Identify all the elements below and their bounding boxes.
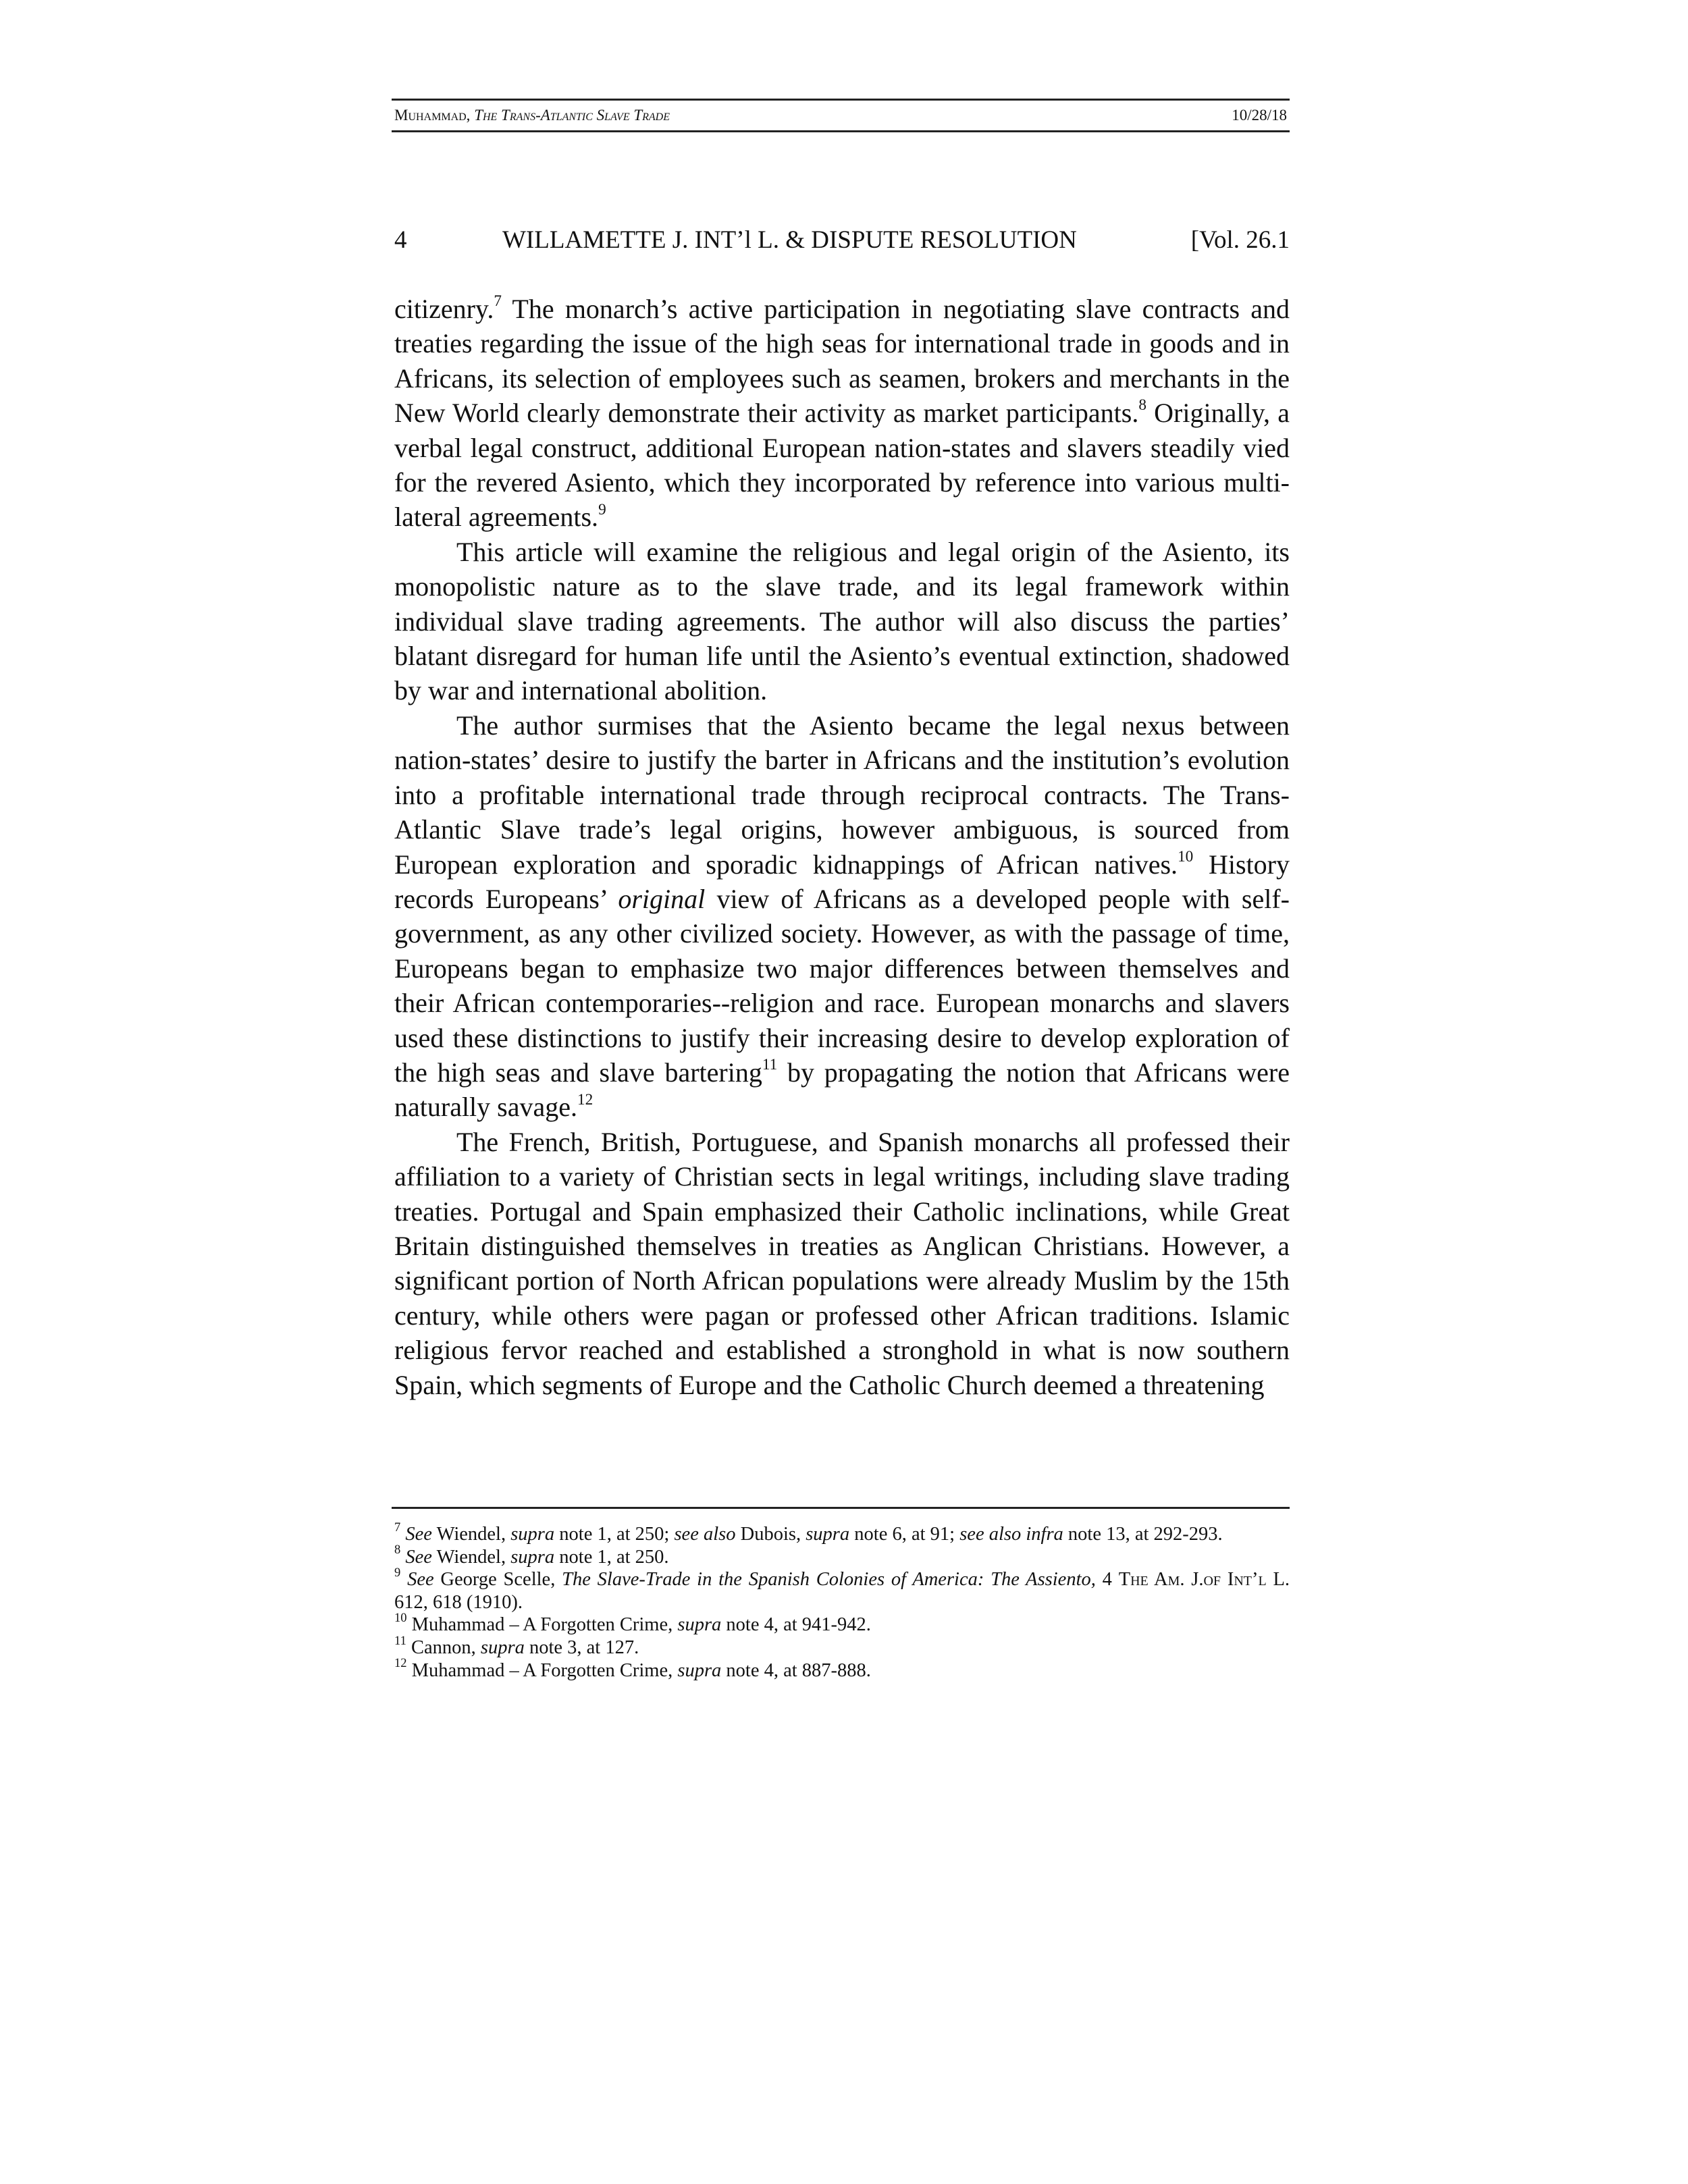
footnote-ref-9: 9: [598, 500, 606, 518]
text-run: Originally, a verbal legal construct, additional European nation-states and slavers steadily vied for the revered Asiento, which they incorporated by reference into various multi-lateral agreements.: [394, 398, 1290, 533]
emphasis-original: original: [618, 883, 706, 914]
text-run: note 4, at 887-888.: [721, 1659, 871, 1681]
text-run: Muhammad – A Forgotten Crime,: [406, 1614, 678, 1636]
running-head-title: [394, 107, 670, 124]
signal-see-also-infra: see also infra: [959, 1524, 1063, 1545]
text-run: note 1, at 250.: [554, 1546, 669, 1568]
footnote-9: [394, 1565, 1290, 1614]
footnote-ref-10: 10: [1178, 847, 1194, 865]
supra: supra: [677, 1614, 722, 1636]
text-run: Dubois,: [735, 1524, 806, 1545]
footnote-number: 8: [394, 1543, 401, 1557]
signal-see: See: [405, 1524, 432, 1545]
cited-journal: The Am. J.of Int’l L.: [1118, 1569, 1290, 1591]
footnote-11: [394, 1633, 1290, 1659]
text-run: view of Africans as a developed people with self-government, as any other civilized society. However, as with the passage of time, Europeans began to emphasize two major differences between themselves and their African contemporaries--religion and race. European monarchs and slavers used these distinctions to justify their increasing desire to develop exploration of the high seas and slave bartering: [394, 883, 1290, 1088]
text-run: The monarch’s active participation in negotiating slave contracts and treaties regarding the issue of the high seas for international trade in goods and in Africans, its selection of employees such as seamen, brokers and merchants in the New World clearly demonstrate their activity as market participants.: [394, 294, 1290, 429]
supra: supra: [510, 1546, 555, 1568]
text-run: note 13, at 292-293.: [1063, 1524, 1223, 1545]
footnote-number: 11: [394, 1633, 406, 1648]
footnote-number: 7: [394, 1520, 401, 1535]
text-run: History records Europeans’: [394, 849, 1290, 914]
journal-header: [394, 225, 1290, 259]
running-head: [392, 99, 1290, 132]
text-run: note 1, at 250;: [554, 1524, 675, 1545]
text-run: note 4, at 941-942.: [721, 1614, 871, 1636]
journal-title: WILLAMETTE J. INT’l L. & DISPUTE RESOLUTION: [502, 226, 1077, 254]
footnote-number: 10: [394, 1611, 407, 1626]
body-text: [394, 292, 1290, 1402]
text-run: Cannon,: [406, 1636, 481, 1658]
footnote-divider: [392, 1507, 1290, 1509]
footnote-ref-7: 7: [494, 292, 502, 311]
footnote-12: [394, 1656, 1290, 1682]
cited-article-title: The Slave-Trade in the Spanish Colonies of America: The Assiento,: [562, 1569, 1096, 1591]
text-run: Wiendel,: [431, 1524, 511, 1545]
text-run: The author surmises that the Asiento became the legal nexus between nation-states’ desire to justify the barter in Africans and the institution’s evolution into a profitable international trade through reciprocal contracts. The Trans-Atlantic Slave trade’s legal origins, however ambiguous, is sourced from European exploration and sporadic kidnappings of African natives.: [394, 710, 1290, 880]
text-run: Wiendel,: [431, 1546, 511, 1568]
footnote-number: 12: [394, 1656, 407, 1671]
footnote-7: [394, 1520, 1290, 1546]
text-run: George Scelle,: [433, 1569, 562, 1591]
footnote-ref-11: 11: [762, 1056, 778, 1074]
signal-see-also: see also: [674, 1524, 736, 1545]
paragraph-2: This article will examine the religious and legal origin of the Asiento, its monopolistic nature as to the slave trade, and its legal framework within individual slave trading agreements. The author will also discuss the parties’ blatant disregard for human life until the Asiento’s eventual extinction, shadowed by war and international abolition.: [394, 536, 1290, 706]
footnote-number: 9: [394, 1565, 401, 1580]
text-run: note 3, at 127.: [524, 1636, 639, 1658]
footnote-10: [394, 1611, 1290, 1636]
paragraph-4: The French, British, Portuguese, and Spanish monarchs all professed their affiliation to a variety of Christian sects in legal writings, including slave trading treaties. Portugal and Spain emphasized their Catholic inclinations, while Great Britain distinguished themselves in treaties as Anglican Christians. However, a significant portion of North African populations were already Muslim by the 15th century, while others were pagan or professed other African traditions. Islamic religious fervor reached and established a stronghold in what is now southern Spain, which segments of Europe and the Catholic Church deemed a threatening: [394, 1126, 1290, 1400]
signal-see: See: [405, 1546, 432, 1568]
signal-see: See: [407, 1569, 434, 1591]
page-number: 4: [394, 226, 407, 254]
volume-label: [Vol. 26.1: [1190, 226, 1290, 254]
text-run: 612, 618 (1910).: [394, 1591, 523, 1613]
supra: supra: [480, 1636, 525, 1658]
running-head-date: 10/28/18: [1232, 107, 1287, 124]
text-run: by propagating the notion that Africans were naturally savage.: [394, 1057, 1290, 1123]
text-run: note 6, at 91;: [849, 1524, 960, 1545]
text-run: 4: [1095, 1569, 1119, 1591]
footnote-8: [394, 1543, 1290, 1569]
footnote-ref-12: 12: [577, 1090, 594, 1109]
supra: supra: [677, 1659, 722, 1681]
footnotes: [394, 1520, 1290, 1682]
supra: supra: [806, 1524, 850, 1545]
paragraph-3: [394, 708, 1290, 1125]
footnote-ref-8: 8: [1138, 396, 1146, 415]
running-head-author: Muhammad,: [394, 107, 471, 124]
supra: supra: [510, 1524, 555, 1545]
paragraph-1: [394, 292, 1290, 535]
text-run: citizenry.: [394, 294, 494, 324]
running-head-article-title: The Trans-Atlantic Slave Trade: [474, 107, 670, 124]
text-run: Muhammad – A Forgotten Crime,: [406, 1659, 678, 1681]
